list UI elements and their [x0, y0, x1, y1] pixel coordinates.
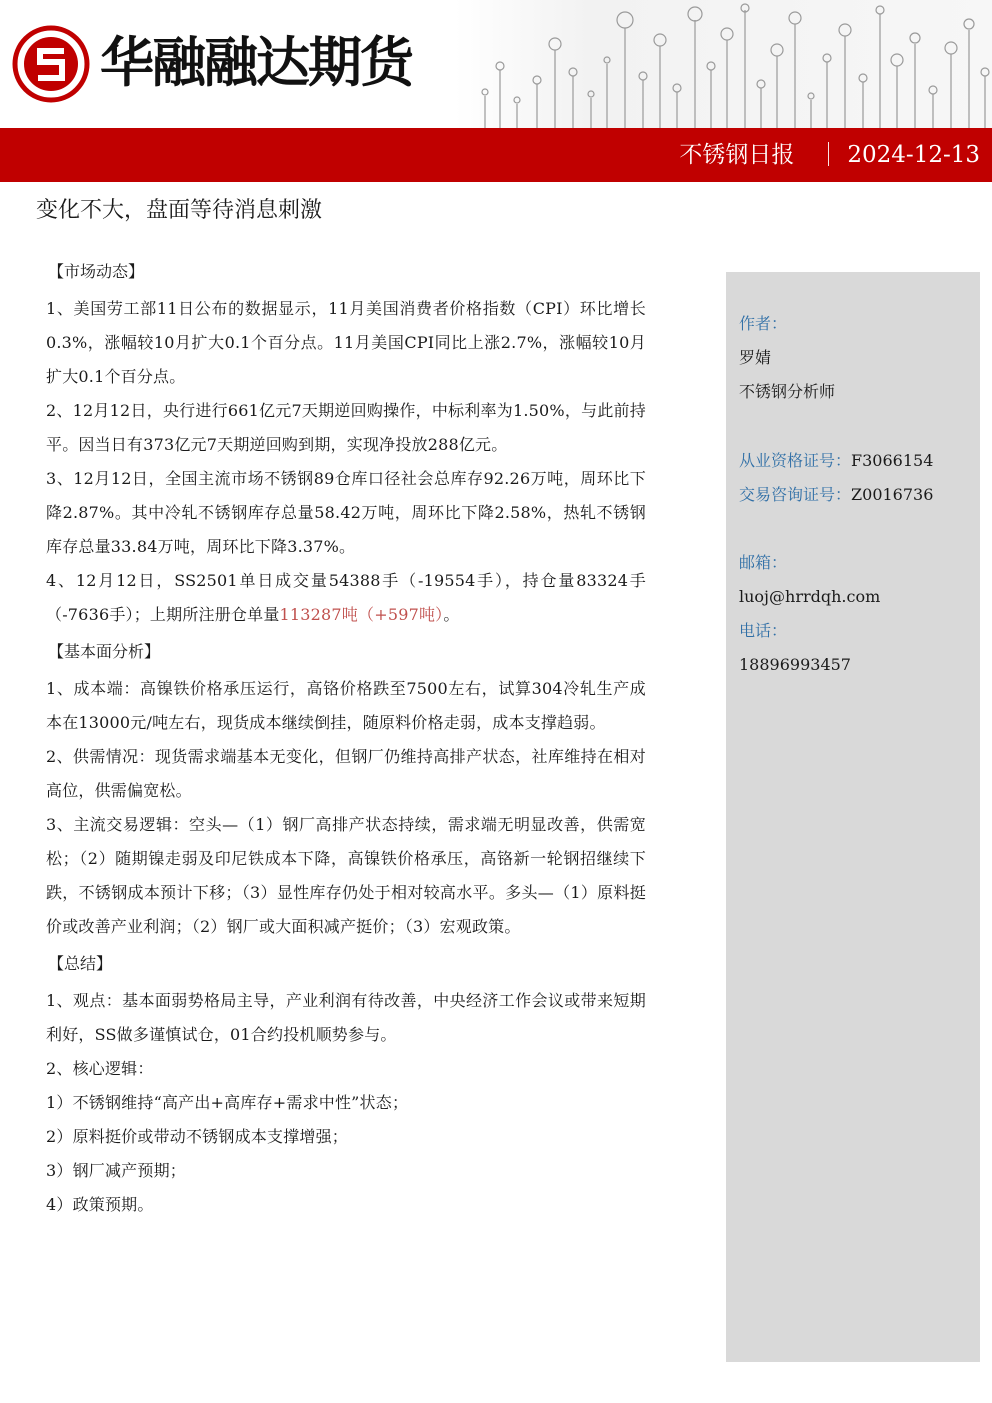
report-title-band [0, 128, 992, 182]
summary-list-item: 4）政策预期。 [46, 1195, 154, 1214]
market-paragraph: 2、12月12日，央行进行661亿元7天期逆回购操作，中标利率为1.50%，与此前持平。因当日有373亿元7天期逆回购到期，实现净投放288亿元。 [46, 401, 646, 454]
fundamental-paragraph: 3、主流交易逻辑：空头—（1）钢厂高排产状态持续，需求端无明显改善，供需宽松；（2）随期镍走弱及印尼铁成本下降，高镍铁价格承压，高铬新一轮钢招继续下跌，不锈钢成本预计下移；（3）显性库存仍处于相对较高水平。多头—（1）原料挺价或改善产业利润；（2）钢厂或大面积减产挺价；（3）宏观政策。 [46, 815, 646, 936]
market-p4-end: 。 [443, 605, 460, 624]
phone-label: 电话： [739, 621, 788, 640]
email-label: 邮箱： [739, 553, 788, 572]
company-logo-icon [12, 25, 90, 103]
report-date: 2024-12-13 [847, 142, 980, 168]
decorative-banner [455, 0, 992, 128]
section-title-summary: 【总结】 [48, 954, 113, 973]
page-header [0, 0, 992, 128]
title-separator [828, 142, 829, 166]
qualification-number: F3066154 [851, 451, 934, 470]
summary-list-item: 1）不锈钢维持“高产出+高库存+需求中性”状态； [46, 1093, 409, 1112]
author-name: 罗婧 [739, 348, 772, 367]
author-title: 不锈钢分析师 [739, 382, 836, 401]
report-body [46, 256, 646, 1222]
qualification-label: 从业资格证号： [739, 451, 852, 470]
consult-line [739, 478, 933, 512]
email-address[interactable]: luoj@hrrdqh.com [739, 587, 881, 606]
summary-paragraph: 2、核心逻辑： [46, 1059, 154, 1078]
fundamental-paragraph: 2、供需情况：现货需求端基本无变化，但钢厂仍维持高排产状态，社库维持在相对高位，供需偏宽松。 [46, 747, 646, 800]
company-logo-text: 华融融达期货 [100, 31, 412, 94]
consult-number: Z0016736 [851, 485, 934, 504]
qualification-line [739, 444, 933, 478]
fundamental-paragraph: 1、成本端：高镍铁价格承压运行，高铬价格跌至7500左右，试算304冷轧生产成本在13000元/吨左右，现货成本继续倒挂，随原料价格走弱，成本支撑趋弱。 [46, 679, 646, 732]
market-paragraph: 3、12月12日，全国主流市场不锈钢89仓库口径社会总库存92.26万吨，周环比下降2.87%。其中冷轧不锈钢库存总量58.42万吨，周环比下降2.58%，热轧不锈钢库存总量33.84万吨，周环比下降3.37%。 [46, 469, 646, 556]
report-headline: 变化不大，盘面等待消息刺激 [36, 198, 323, 223]
market-p4-text: 4、12月12日，SS2501单日成交量54388手（-19554手），持仓量83324手（-7636手）；上期所注册仓单量 [46, 571, 646, 624]
phone-number: 18896993457 [739, 655, 851, 674]
section-title-market: 【市场动态】 [48, 262, 145, 281]
author-label: 作者： [739, 314, 788, 333]
section-title-fundamental: 【基本面分析】 [48, 642, 161, 661]
author-sidebar [726, 272, 980, 1362]
report-type: 不锈钢日报 [679, 142, 795, 168]
market-paragraph [46, 564, 646, 632]
summary-list-item: 2）原料挺价或带动不锈钢成本支撑增强； [46, 1127, 348, 1146]
market-paragraph: 1、美国劳工部11日公布的数据显示，11月美国消费者价格指数（CPI）环比增长0.3%，涨幅较10月扩大0.1个百分点。11月美国CPI同比上涨2.7%，涨幅较10月扩大0.1个百分点。 [46, 299, 646, 386]
report-title-line [679, 128, 980, 182]
summary-list-item: 3）钢厂减产预期； [46, 1161, 186, 1180]
summary-paragraph: 1、观点：基本面弱势格局主导，产业利润有待改善，中央经济工作会议或带来短期利好，SS做多谨慎试仓，01合约投机顺势参与。 [46, 991, 646, 1044]
warrant-highlight: 113287吨（+597吨） [279, 605, 444, 624]
consult-label: 交易咨询证号： [739, 485, 852, 504]
